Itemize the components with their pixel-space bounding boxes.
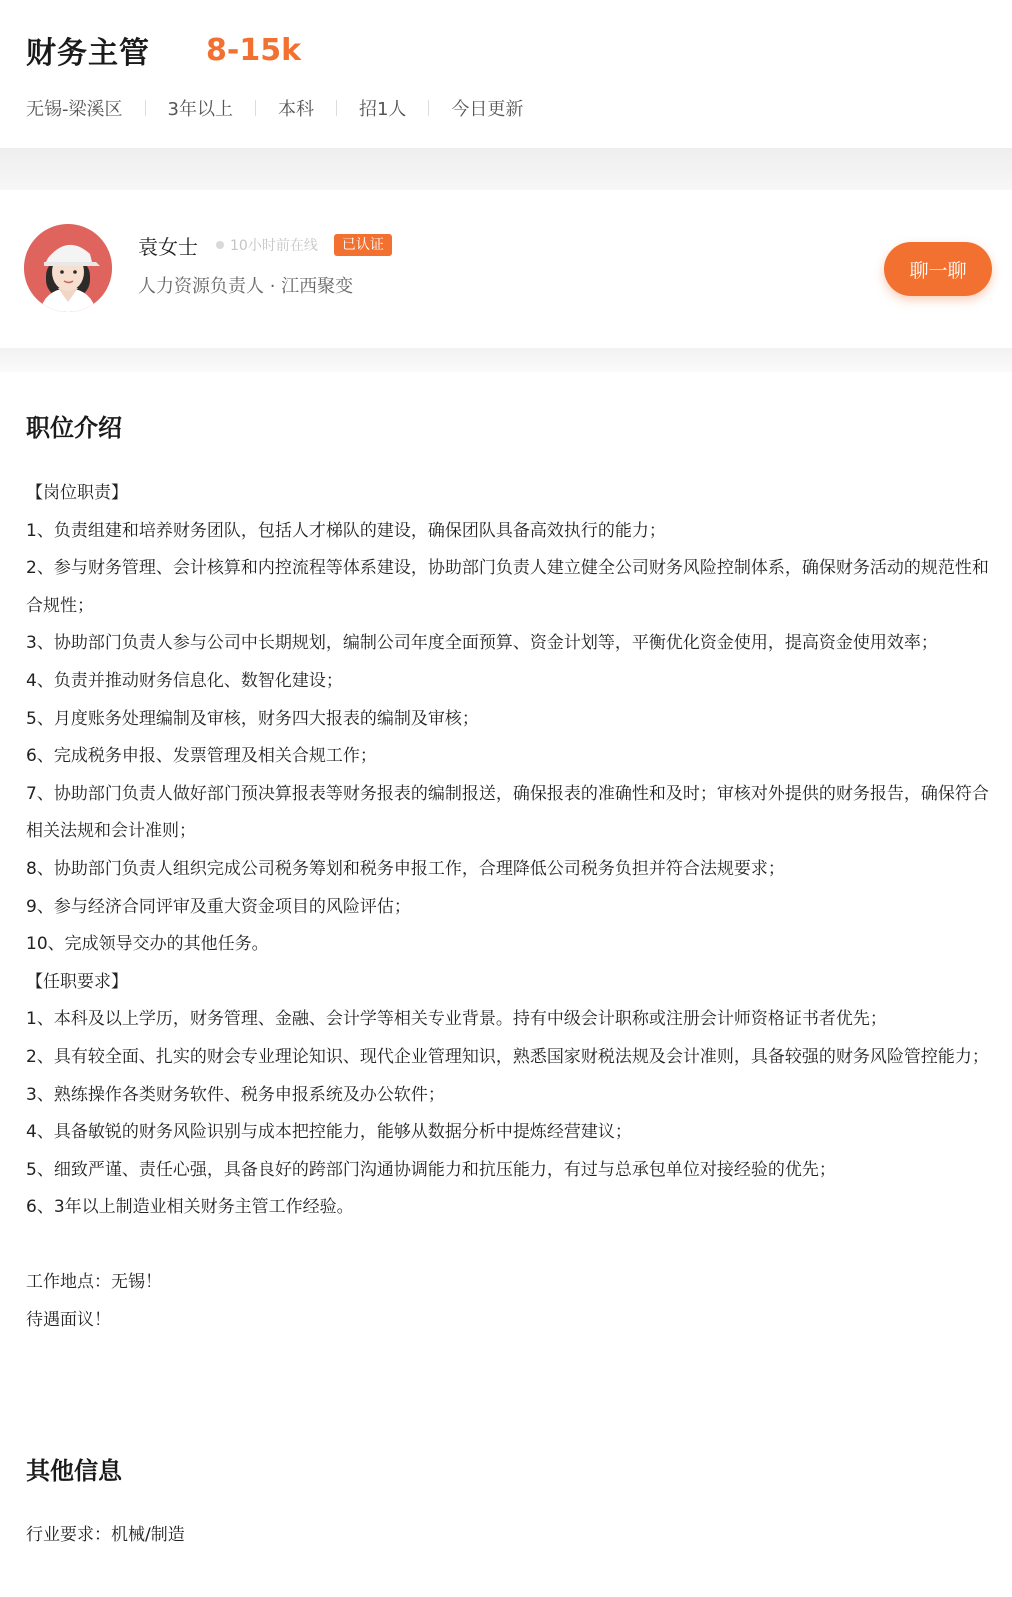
industry-requirement: 行业要求：机械/制造 xyxy=(26,1525,185,1545)
recruiter-name: 袁女士 xyxy=(138,234,198,259)
meta-headcount: 招1人 xyxy=(358,99,407,120)
work-location-line: 工作地点：无锡！ xyxy=(26,1272,162,1293)
title-row xyxy=(26,28,301,72)
description-line: 5、细致严谨、责任心强，具备良好的跨部门沟通协调能力和抗压能力，有过与总承包单位对接经验的优先； xyxy=(26,1159,836,1180)
spacer xyxy=(26,1227,992,1265)
description-line: 3、协助部门负责人参与公司中长期规划，编制公司年度全面预算、资金计划等，平衡优化资金使用，提高资金使用效率； xyxy=(26,633,938,654)
meta-education: 本科 xyxy=(277,99,314,120)
meta-experience: 3年以上 xyxy=(167,99,233,120)
description-line: 6、完成税务申报、发票管理及相关合规工作； xyxy=(26,746,377,767)
avatar[interactable] xyxy=(24,224,112,312)
salary: 8-15k xyxy=(206,32,302,68)
meta-location: 无锡-梁溪区 xyxy=(26,99,123,120)
salary-note-line: 待遇面议！ xyxy=(26,1310,111,1331)
meta-divider xyxy=(255,100,256,116)
online-status: 10小时前在线 xyxy=(230,238,318,254)
recruiter-name-row xyxy=(138,230,392,260)
job-meta xyxy=(26,95,523,121)
description-line: 4、具备敏锐的财务风险识别与成本把控能力，能够从数据分析中提炼经营建议； xyxy=(26,1122,632,1143)
verified-badge: 已认证 xyxy=(334,234,392,256)
description-line: 5、月度账务处理编制及审核，财务四大报表的编制及审核； xyxy=(26,708,479,729)
meta-updated: 今日更新 xyxy=(451,99,524,120)
description-line: 1、本科及以上学历，财务管理、金融、会计学等相关专业背景。持有中级会计职称或注册会计师资格证书者优先； xyxy=(26,1009,887,1030)
description-line: 9、参与经济合同评审及重大资金项目的风险评估； xyxy=(26,896,411,917)
job-title: 财务主管 xyxy=(26,36,150,71)
chat-button[interactable]: 聊一聊 xyxy=(884,242,992,296)
recruiter-avatar-illustration xyxy=(24,224,112,312)
meta-divider xyxy=(428,100,429,116)
online-status-dot-icon xyxy=(216,241,224,249)
description-line: 4、负责并推动财务信息化、数智化建设； xyxy=(26,670,343,691)
description-line: 2、参与财务管理、会计核算和内控流程等体系建设，协助部门负责人建立健全公司财务风险控制体系，确保财务活动的规范性和合规性； xyxy=(26,558,989,616)
description-line: 3、熟练操作各类财务软件、税务申报系统及办公软件； xyxy=(26,1084,445,1105)
description-line: 【岗位职责】 xyxy=(26,483,128,503)
job-header xyxy=(0,0,1012,148)
job-description xyxy=(26,475,992,1340)
recruiter-role: 人力资源负责人 · 江西聚变 xyxy=(138,276,354,297)
description-line: 1、负责组建和培养财务团队，包括人才梯队的建设，确保团队具备高效执行的能力； xyxy=(26,520,666,541)
meta-divider xyxy=(336,100,337,116)
description-line: 7、协助部门负责人做好部门预决算报表等财务报表的编制报送，确保报表的准确性和及时；审核对外提供的财务报告，确保符合相关法规和会计准则； xyxy=(26,783,989,842)
recruiter-card[interactable] xyxy=(0,190,1012,348)
description-line: 10、完成领导交办的其他任务。 xyxy=(26,934,269,955)
description-line: 【任职要求】 xyxy=(26,971,128,992)
section-divider xyxy=(0,348,1012,372)
section-divider xyxy=(0,148,1012,190)
meta-divider xyxy=(145,100,146,116)
description-line: 6、3年以上制造业相关财务主管工作经验。 xyxy=(26,1197,354,1218)
other-info-title: 其他信息 xyxy=(26,1457,122,1485)
description-line: 8、协助部门负责人组织完成公司税务筹划和税务申报工作，合理降低公司税务负担并符合法规要求； xyxy=(26,858,785,879)
job-description-title: 职位介绍 xyxy=(26,414,122,442)
description-line: 2、具有较全面、扎实的财会专业理论知识、现代企业管理知识，熟悉国家财税法规及会计准则，具备较强的财务风险管控能力； xyxy=(26,1046,989,1067)
